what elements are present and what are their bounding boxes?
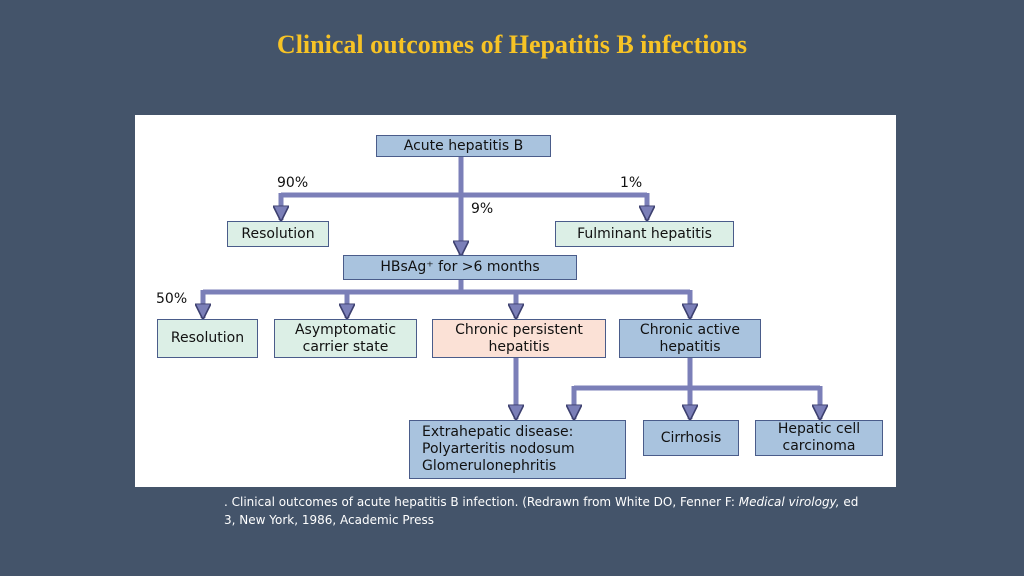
flowchart-figure	[135, 115, 896, 487]
label-90-percent: 90%	[277, 175, 309, 191]
caption-italic: Medical virology,	[738, 495, 840, 509]
node-acute-hepatitis-b: Acute hepatitis B	[376, 135, 551, 157]
node-chronic-active: Chronic active hepatitis	[619, 319, 761, 358]
figure-caption	[224, 493, 864, 529]
node-chronic-persistent: Chronic persistent hepatitis	[432, 319, 606, 358]
caption-main: . Clinical outcomes of acute hepatitis B infection. (Redrawn from White DO, Fenner F:	[224, 495, 739, 509]
node-hepatic-cell-carcinoma: Hepatic cell carcinoma	[755, 420, 883, 456]
slide-title: Clinical outcomes of Hepatitis B infections	[276, 30, 748, 59]
node-resolution-2: Resolution	[157, 319, 258, 358]
node-cirrhosis: Cirrhosis	[643, 420, 739, 456]
label-50-percent: 50%	[156, 291, 188, 307]
label-1-percent: 1%	[620, 175, 643, 191]
caption-tail: ed 3, New York, 1986, Academic Press	[224, 495, 859, 527]
node-extrahepatic-disease: Extrahepatic disease: Polyarteritis nodosum Glomerulonephritis	[409, 420, 626, 479]
node-fulminant-hepatitis: Fulminant hepatitis	[555, 221, 734, 247]
label-9-percent: 9%	[471, 201, 494, 217]
node-asymptomatic-carrier: Asymptomatic carrier state	[274, 319, 417, 358]
node-hbsag: HBsAg⁺ for >6 months	[343, 255, 577, 280]
node-resolution-1: Resolution	[227, 221, 329, 247]
